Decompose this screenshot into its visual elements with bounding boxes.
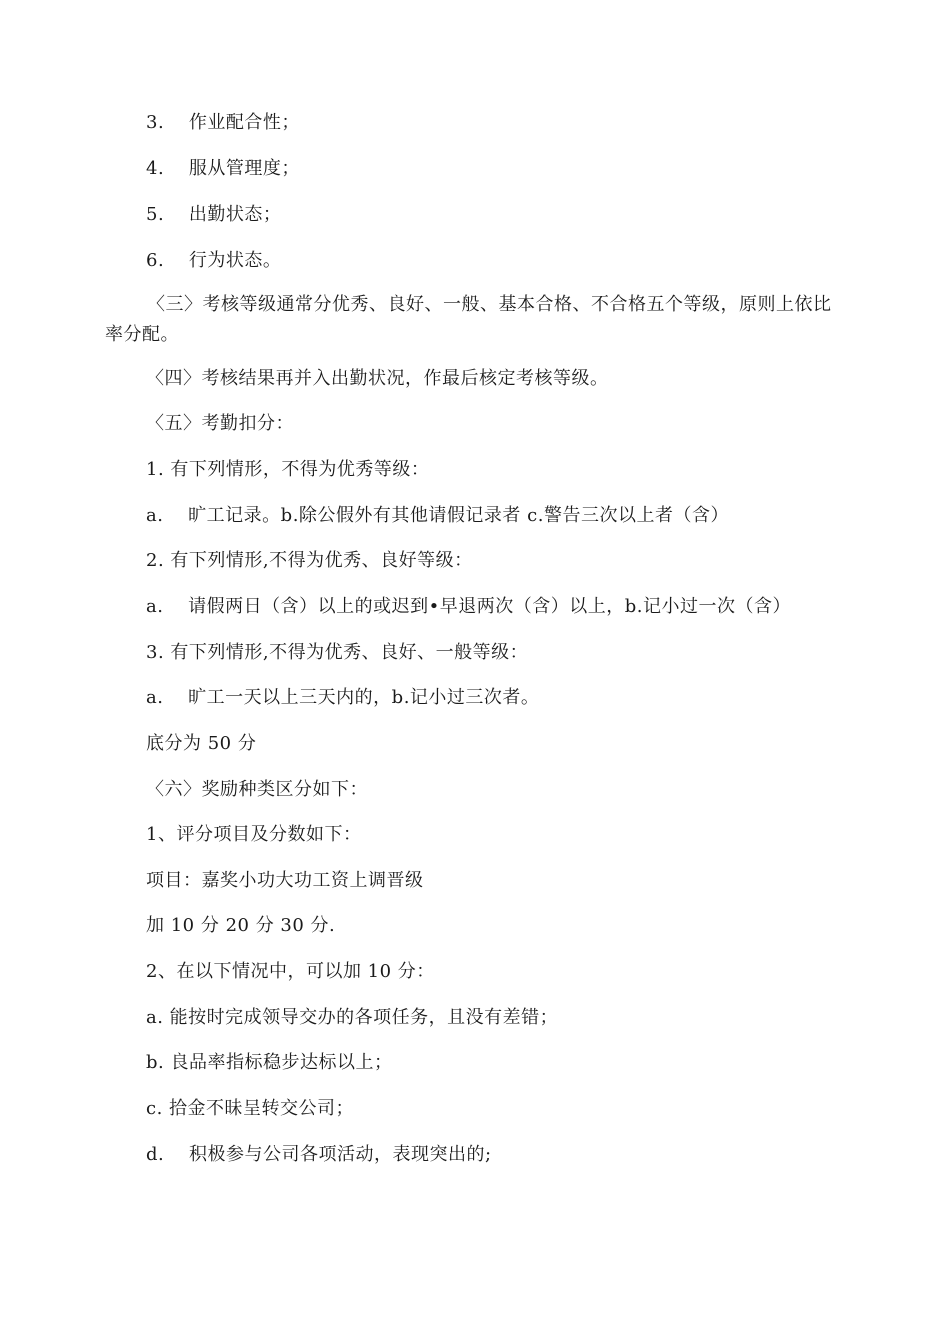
section-4-paragraph: 〈四〉考核结果再并入出勤状况，作最后核定考核等级。 bbox=[146, 368, 609, 389]
reward-scores-row: 加 10 分 20 分 30 分. bbox=[146, 915, 336, 936]
reward-condition-c: c. 拾金不昧呈转交公司； bbox=[146, 1098, 355, 1119]
deduction-rule-2-detail: a. 请假两日（含）以上的或迟到•早退两次（含）以上，b.记小过一次（含） bbox=[146, 596, 792, 617]
reward-condition-b: b. 良品率指标稳步达标以上； bbox=[146, 1052, 393, 1073]
deduction-rule-1: 1. 有下列情形，不得为优秀等级： bbox=[146, 459, 430, 480]
list-item-4: 4. 服从管理度； bbox=[146, 158, 300, 179]
section-5-heading: 〈五〉考勤扣分： bbox=[146, 413, 294, 434]
deduction-rule-2: 2. 有下列情形,不得为优秀、良好等级： bbox=[146, 550, 473, 571]
reward-items-row: 项目：嘉奖小功大功工资上调晋级 bbox=[146, 870, 424, 891]
reward-item-2: 2、在以下情况中，可以加 10 分： bbox=[146, 961, 435, 982]
reward-item-1: 1、评分项目及分数如下： bbox=[146, 824, 362, 845]
deduction-rule-3: 3. 有下列情形,不得为优秀、良好、一般等级： bbox=[146, 642, 529, 663]
list-item-5: 5. 出勤状态； bbox=[146, 204, 282, 225]
deduction-rule-3-detail: a. 旷工一天以上三天内的，b.记小过三次者。 bbox=[146, 687, 540, 708]
reward-condition-a: a. 能按时完成领导交办的各项任务，且没有差错； bbox=[146, 1007, 559, 1028]
list-item-3: 3. 作业配合性； bbox=[146, 112, 300, 133]
section-6-heading: 〈六〉奖励种类区分如下： bbox=[146, 779, 368, 800]
reward-condition-d: d. 积极参与公司各项活动，表现突出的; bbox=[146, 1144, 492, 1165]
base-score: 底分为 50 分 bbox=[146, 733, 257, 754]
list-item-6: 6. 行为状态。 bbox=[146, 250, 282, 271]
section-3-paragraph: 〈三〉考核等级通常分优秀、良好、一般、基本合格、不合格五个等级，原则上依比率分配。 bbox=[105, 294, 832, 345]
deduction-rule-1-detail: a. 旷工记录。b.除公假外有其他请假记录者 c.警告三次以上者（含） bbox=[146, 505, 729, 526]
